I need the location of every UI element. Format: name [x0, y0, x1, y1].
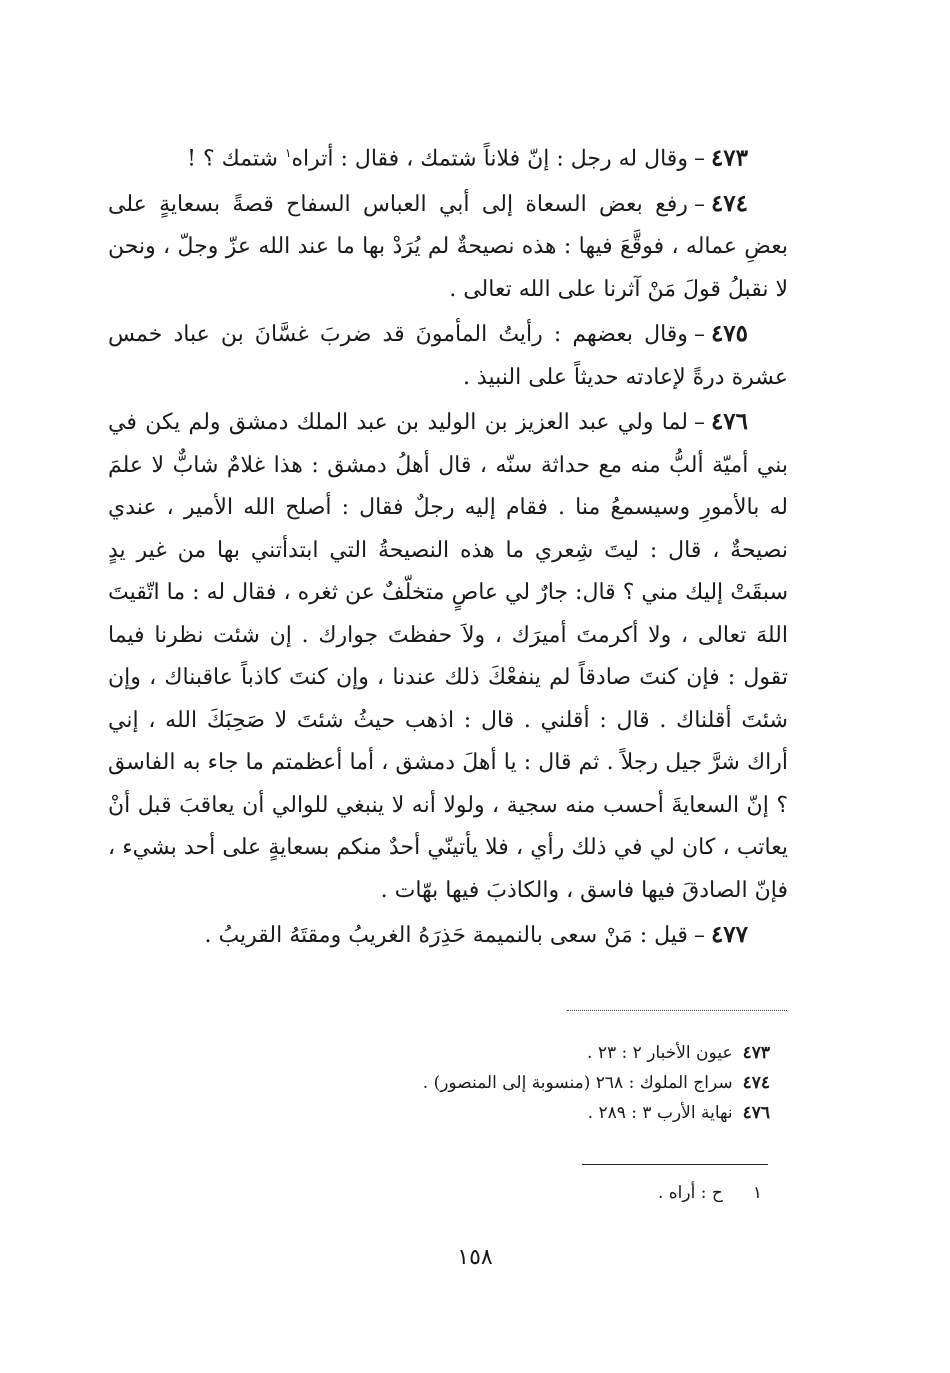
paragraph-number: ٤٧٧ [710, 921, 748, 949]
dotted-separator [567, 1010, 787, 1011]
dash: – [693, 191, 705, 217]
source-number: ٤٧٤ [742, 1073, 770, 1093]
main-text [108, 132, 788, 960]
footnote-marker: ١ [285, 146, 292, 160]
paragraph-number: ٤٧٥ [710, 320, 748, 348]
paragraph-text: قيل : مَنْ سعى بالنميمة حَذِرَهُ الغريبُ ومقتَهُ القريبُ . [204, 923, 688, 949]
paragraph-text: وقال بعضهم : رأيتُ المأمونَ قد ضربَ غسَّانَ بن عباد خمس عشرة درةً لإعادته حديثاً على النبيذ . [108, 322, 788, 390]
dash: – [693, 146, 705, 172]
paragraph-477 [108, 914, 788, 958]
source-text: نهاية الأرب ٣ : ٢٨٩ . [587, 1103, 733, 1123]
paragraph-474 [108, 183, 788, 312]
source-item [300, 1038, 770, 1068]
source-number: ٤٧٣ [742, 1043, 770, 1063]
sources-list [300, 1038, 770, 1128]
paragraph-number: ٤٧٣ [710, 144, 748, 172]
paragraph-text: لما ولي عبد العزيز بن الوليد بن عبد الملك دمشق ولم يكن في بني أميّة ألبُّ منه مع حداثة سنّه ، قال أهلُ دمشق : هذا غلامٌ شابٌّ لا علمَ له بالأمورِ وسيسمعُ منا . فقام إليه رجلٌ فقال : أصلح الله الأمير ، عندي نصيحةٌ ، قال : ليتَ شِعري ما هذه النصيحةُ التي ابتدأتني بها من غير يدٍ سبقَتْ إليك مني ؟ قال: جارٌ لي عاصٍ متخلّفٌ عن ثغره ، فقال له : ما اتّقيتَ اللهَ تعالى ، ولا أكرمتَ أميرَك ، ولاَ حفظتَ جوارك . إن شئت نظرنا فيما تقول : فإن كنتَ صادقاً لم ينفعْكَ ذلك عندنا ، وإن كنتَ كاذباً عاقبناك ، وإن شئتَ أقلناك . قال : أقلني . قال : اذهب حيثُ شئتَ لا صَحِبَكَ الله ، إني أراك شرَّ جيل رجلاً . ثم قال : يا أهلَ دمشق ، أما أعظمتم ما جاء به الفاسق ؟ إنّ السعايةَ أحسب منه سجية ، ولولا أنه لا ينبغي للوالي أن يعاقبَ قبل أنْ يعاتب ، كان لي في ذلك رأي ، فلا يأتينّي أحدٌ منكم بسعايةٍ على أحد بشيء ، فإنّ الصادقَ فيها فاسق ، والكاذبَ فيها بهّات . [108, 410, 788, 903]
dash: – [693, 923, 705, 949]
dash: – [693, 410, 705, 436]
paragraph-number: ٤٧٤ [710, 189, 748, 217]
paragraph-473 [108, 132, 788, 181]
source-text: عيون الأخبار ٢ : ٢٣ . [587, 1043, 733, 1063]
footnote-separator [582, 1164, 768, 1165]
paragraph-text-cont: شتمك ؟ ! [187, 146, 285, 172]
footnote-text: ح : أراه . [657, 1183, 723, 1203]
source-number: ٤٧٦ [742, 1103, 770, 1123]
paragraph-number: ٤٧٦ [710, 408, 748, 436]
source-item [300, 1098, 770, 1128]
footnote-number: ١ [752, 1183, 762, 1203]
paragraph-476 [108, 401, 788, 912]
paragraph-475 [108, 313, 788, 399]
dash: – [693, 322, 705, 348]
footnote [500, 1180, 762, 1206]
source-item [300, 1068, 770, 1098]
paragraph-text: وقال له رجل : إنّ فلاناً شتمك ، فقال : أتراه [291, 146, 688, 172]
source-text: سراج الملوك : ٢٦٨ (منسوبة إلى المنصور) . [422, 1073, 733, 1093]
paragraph-text: رفع بعض السعاة إلى أبي العباس السفاح قصةً بسعايةٍ على بعضِ عماله ، فوقَّعَ فيها : هذه نصيحةٌ لم يُرَدْ بها ما عند الله عزّ وجلّ ، ونحن لا نقبلُ قولَ مَنْ آثرنا على الله تعالى . [108, 191, 788, 302]
page-number: ١٥٨ [457, 1245, 493, 1270]
